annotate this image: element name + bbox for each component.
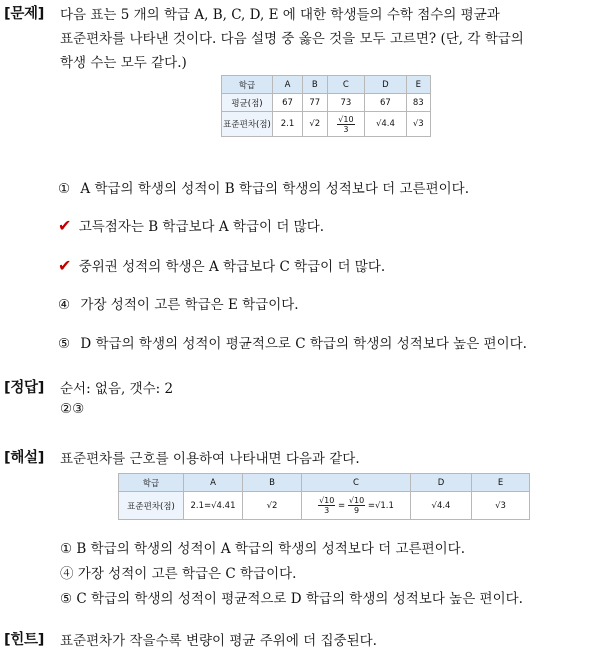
answer-line-1: 순서: 없음, 갯수: 2 — [60, 381, 174, 397]
table-header-cell: D — [411, 474, 472, 492]
problem-line-1: 다음 표는 5 개의 학급 A, B, C, D, E 에 대한 학생들의 수학 점수의 평균과 — [60, 7, 500, 23]
table-header-cell: B — [243, 474, 302, 492]
option-marker: ⑤ — [58, 336, 71, 352]
table-header-cell: A — [184, 474, 243, 492]
option-marker: ④ — [58, 297, 71, 313]
table-cell: √3 — [406, 112, 430, 137]
table-cell-fraction: $\frac{√10}{3}$ = $\frac{√10}{9}$ =√1.1 — [302, 492, 411, 520]
table-cell: 2.1 — [273, 112, 303, 137]
option-text: 가장 성적이 고른 학급은 E 학급이다. — [80, 297, 299, 313]
row-label-mean: 평균(점) — [222, 94, 273, 112]
check-icon: ✔ — [58, 216, 72, 235]
answer-tag: [정답] — [4, 380, 45, 396]
table-cell: 73 — [327, 94, 365, 112]
table-cell: √2 — [303, 112, 327, 137]
row-label-sd: 표준편차(점) — [222, 112, 273, 137]
option-4 — [58, 293, 299, 313]
table-header-cell: E — [406, 76, 430, 94]
table-cell: 67 — [365, 94, 406, 112]
table-cell: √2 — [243, 492, 302, 520]
table-cell: 77 — [303, 94, 327, 112]
table-header-cell: E — [472, 474, 530, 492]
table-header-cell: C — [327, 76, 365, 94]
table-cell: √4.4 — [365, 112, 406, 137]
table-cell: 2.1=√4.41 — [184, 492, 243, 520]
explanation-intro: 표준편차를 근호를 이용하여 나타내면 다음과 같다. — [60, 451, 360, 467]
option-text: 중위권 성적의 학생은 A 학급보다 C 학급이 더 많다. — [78, 259, 386, 275]
explanation-line-2: ④ 가장 성적이 고른 학급은 C 학급이다. — [60, 566, 297, 582]
table-header-cell: D — [365, 76, 406, 94]
option-5 — [58, 332, 527, 352]
check-icon: ✔ — [58, 256, 72, 275]
hint-tag: [힌트] — [4, 632, 45, 648]
table-header-cell: B — [303, 76, 327, 94]
row-label-sd: 표준편차(점) — [119, 492, 184, 520]
explanation-line-1: ① B 학급의 학생의 성적이 A 학급의 학생의 성적보다 더 고른편이다. — [60, 541, 466, 557]
table-header-cell: 학급 — [222, 76, 273, 94]
option-text: D 학급의 학생의 성적이 평균적으로 C 학급의 학생의 성적보다 높은 편이다. — [80, 336, 527, 352]
option-1 — [58, 177, 469, 197]
option-marker: ① — [58, 181, 71, 197]
explanation-line-3: ⑤ C 학급의 학생의 성적이 평균적으로 D 학급의 학생의 성적보다 높은 편이다. — [60, 591, 523, 607]
explanation-tag: [해설] — [4, 450, 45, 466]
table-header-cell: 학급 — [119, 474, 184, 492]
problem-tag: [문제] — [4, 6, 45, 22]
sd-table — [118, 473, 530, 520]
table-header-cell: C — [302, 474, 411, 492]
score-table — [221, 75, 431, 137]
problem-line-3: 학생 수는 모두 같다.) — [60, 55, 187, 71]
answer-line-2: ②③ — [60, 401, 85, 417]
table-cell: 83 — [406, 94, 430, 112]
option-2 — [58, 215, 324, 235]
hint-text: 표준편차가 작을수록 변량이 평균 주위에 더 집중된다. — [60, 633, 377, 649]
option-3 — [58, 255, 385, 275]
table-cell: 67 — [273, 94, 303, 112]
problem-line-2: 표준편차를 나타낸 것이다. 다음 설명 중 옳은 것을 모두 고르면? (단, 각 학급의 — [60, 31, 524, 47]
table-header-cell: A — [273, 76, 303, 94]
option-text: 고득점자는 B 학급보다 A 학급이 더 많다. — [78, 219, 325, 235]
option-text: A 학급의 학생의 성적이 B 학급의 학생의 성적보다 더 고른편이다. — [80, 181, 470, 197]
table-cell-fraction: $\frac{√10}{3}$ — [327, 112, 365, 137]
table-cell: √3 — [472, 492, 530, 520]
table-cell: √4.4 — [411, 492, 472, 520]
